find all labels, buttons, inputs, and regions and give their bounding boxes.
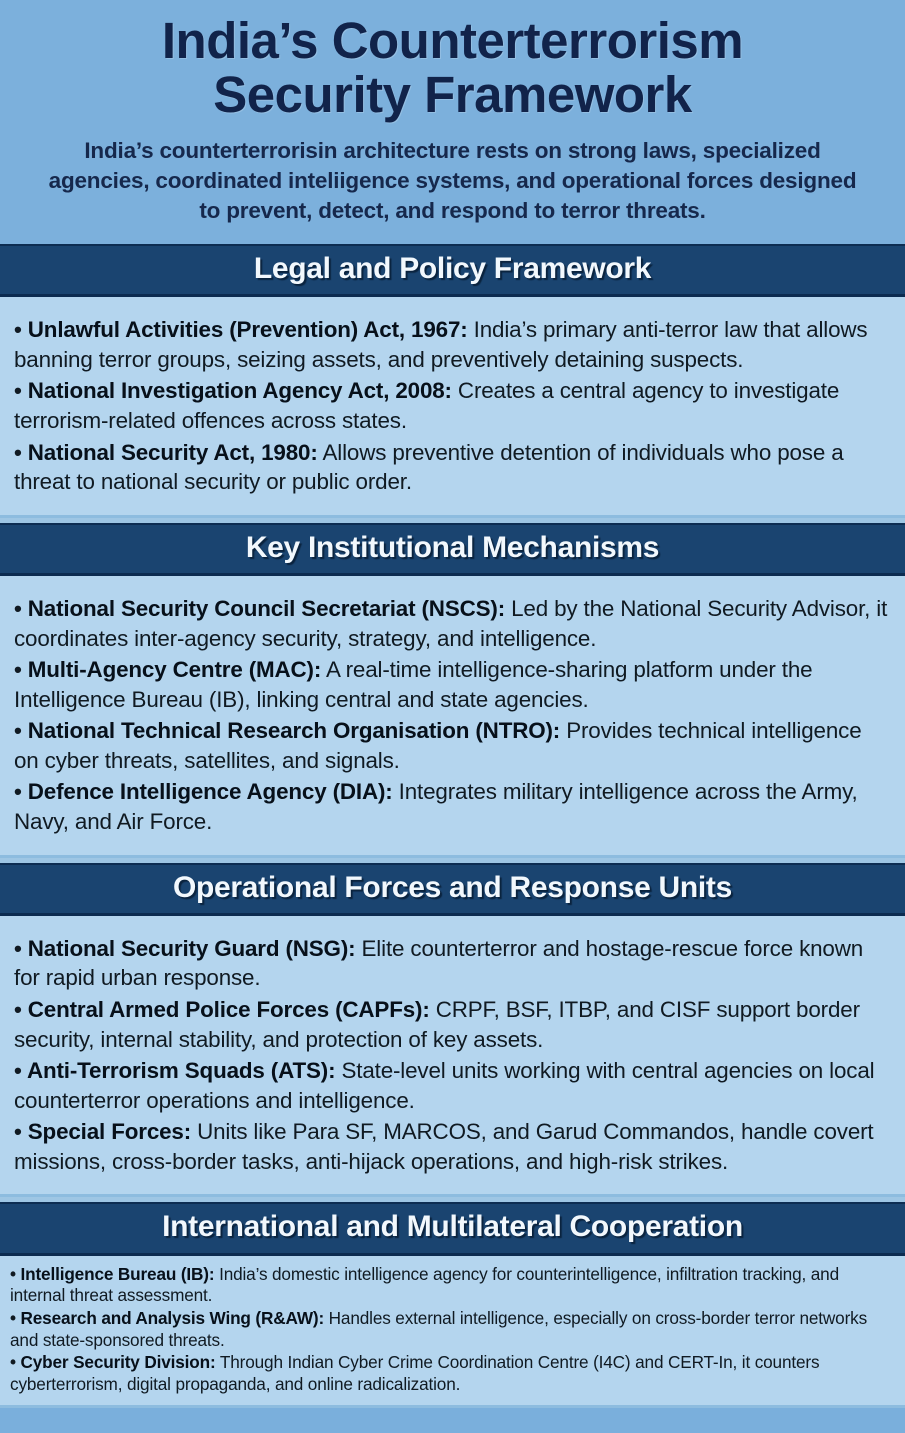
hero-banner: [0, 0, 905, 244]
list-item-description: Through Indian Cyber Crime Coordination Centre (I4C) and CERT-In, it counters cyberterrorism, digital propaganda, and online radicalization.: [10, 1352, 820, 1395]
section-body: [0, 576, 905, 858]
list-item: [14, 655, 891, 714]
section-header-title: Key Institutional Mechanisms: [245, 530, 660, 564]
list-item-description: Handles external intelligence, especially on cross-border terror networks and state-sponsored threats.: [10, 1308, 868, 1350]
list-item-description: CRPF, BSF, ITBP, and CISF support border security, internal stability, and protection of key assets.: [14, 997, 860, 1052]
list-item-description: India’s domestic intelligence agency for counterintelligence, infiltration tracking, and internal threat assessment.: [10, 1263, 839, 1306]
bullet-dot-icon: •: [14, 439, 28, 465]
page-subtitle: India’s counterterrorisin architecture rests on strong laws, specialized agencies, coordinated inteliigence systems, and operational forces designed to prevent, detect, and respond to terror threats.: [48, 138, 857, 223]
list-item-term: National Investigation Agency Act, 2008:: [27, 378, 452, 404]
bullet-dot-icon: •: [14, 657, 28, 683]
list-item-term: Cyber Security Division:: [20, 1352, 216, 1373]
list-item-term: Defence Intelligence Agency (DIA):: [27, 779, 393, 805]
bullet-dot-icon: •: [14, 317, 28, 343]
section-header: [0, 523, 905, 576]
bullet-dot-icon: •: [14, 718, 28, 744]
list-item-term: National Technical Research Organisation (NTRO):: [27, 718, 561, 744]
list-item-term: National Security Act, 1980:: [27, 439, 318, 465]
bullet-dot-icon: •: [10, 1308, 21, 1329]
list-item: [10, 1352, 895, 1395]
list-item-description: Led by the National Security Advisor, it coordinates inter-agency security, strategy, and intelligence.: [14, 596, 888, 651]
list-item-description: Provides technical intelligence on cyber threats, satellites, and signals.: [14, 718, 862, 773]
list-item: [14, 315, 891, 374]
bullet-dot-icon: •: [14, 997, 28, 1023]
list-item: [14, 995, 891, 1054]
page-title: [28, 14, 877, 122]
bullet-dot-icon: •: [14, 378, 28, 404]
section-body: [0, 1256, 905, 1408]
list-item-description: Elite counterterror and hostage-rescue force known for rapid urban response.: [14, 935, 864, 991]
section-body: [0, 297, 905, 517]
bullet-dot-icon: •: [14, 596, 28, 622]
list-item: [14, 716, 891, 775]
list-item-term: Research and Analysis Wing (R&AW):: [20, 1308, 325, 1329]
bullet-dot-icon: •: [10, 1352, 21, 1373]
section: [0, 1202, 905, 1407]
list-item-description: India’s primary anti-terror law that allows banning terror groups, seizing assets, and preventively detaining suspects.: [14, 317, 868, 372]
list-item: [14, 438, 891, 497]
list-item: [14, 376, 891, 435]
section-body: [0, 916, 905, 1198]
section: [0, 523, 905, 858]
section-header: [0, 863, 905, 916]
sections-container: [0, 244, 905, 1408]
list-item: [10, 1264, 895, 1307]
list-item: [14, 777, 891, 836]
bullet-dot-icon: •: [14, 1058, 27, 1084]
list-item-description: Allows preventive detention of individuals who pose a threat to national security or public order.: [14, 439, 844, 495]
list-item-term: Central Armed Police Forces (CAPFs):: [27, 997, 430, 1023]
section-header-title: International and Multilateral Cooperation: [162, 1210, 743, 1244]
section: [0, 863, 905, 1198]
bullet-dot-icon: •: [14, 779, 28, 805]
section-header: [0, 244, 905, 297]
list-item-description: A real-time intelligence-sharing platform under the Intelligence Bureau (IB), linking central and state agencies.: [14, 657, 813, 712]
list-item-description: Units like Para SF, MARCOS, and Garud Commandos, handle covert missions, cross-border tasks, anti-hijack operations, and high-risk strikes.: [14, 1119, 874, 1174]
section-header-title: Legal and Policy Framework: [253, 251, 652, 285]
page-title-line-1: India’s Counterterrorism: [161, 12, 744, 69]
list-item-term: Unlawful Activities (Prevention) Act, 1967:: [27, 317, 468, 343]
list-item: [14, 594, 891, 653]
section-header: [0, 1202, 905, 1255]
list-item-term: Multi-Agency Centre (MAC):: [27, 657, 322, 683]
list-item-description: State-level units working with central agencies on local counterterror operations and intelligence.: [14, 1058, 875, 1113]
bullet-dot-icon: •: [14, 935, 28, 961]
list-item-term: National Security Guard (NSG):: [27, 935, 356, 961]
list-item-description: Integrates military intelligence across the Army, Navy, and Air Force.: [14, 779, 858, 834]
page-title-line-2: Security Framework: [213, 66, 692, 124]
section-header-title: Operational Forces and Response Units: [172, 870, 733, 904]
list-item-term: Intelligence Bureau (IB):: [20, 1263, 215, 1284]
list-item-description: Creates a central agency to investigate terrorism-related offences across states.: [14, 378, 840, 433]
list-item-term: Special Forces:: [27, 1119, 192, 1145]
list-item-term: National Security Council Secretariat (NSCS):: [27, 596, 506, 622]
list-item: [10, 1308, 895, 1351]
list-item: [14, 934, 891, 993]
bullet-dot-icon: •: [14, 1119, 28, 1145]
list-item-term: Anti-Terrorism Squads (ATS):: [26, 1058, 336, 1084]
section: [0, 244, 905, 518]
bullet-dot-icon: •: [10, 1263, 21, 1284]
list-item: [14, 1117, 891, 1176]
list-item: [14, 1056, 891, 1115]
